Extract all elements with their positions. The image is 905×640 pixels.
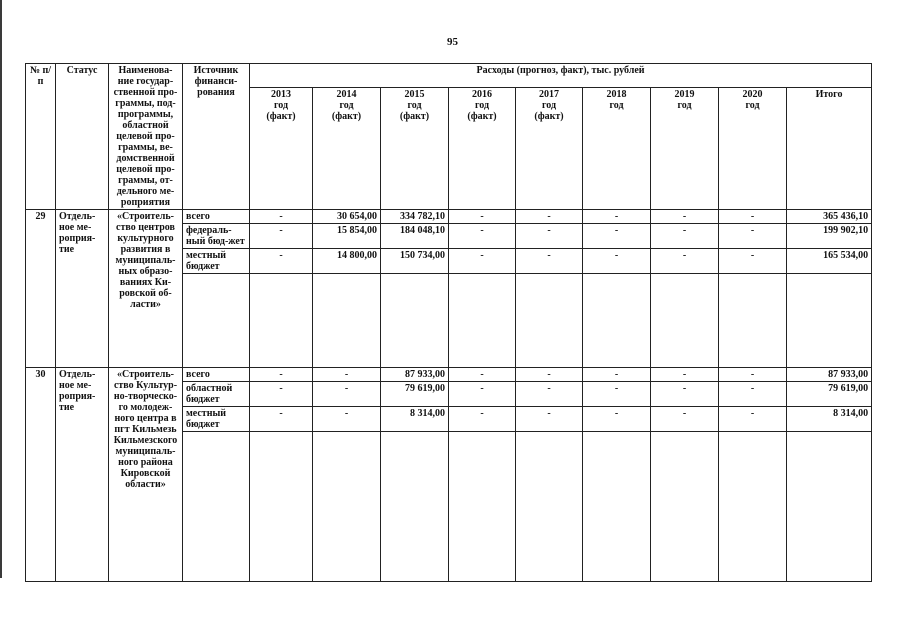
header-total: Итого <box>787 88 872 210</box>
table-row <box>26 368 872 382</box>
value-cell: - <box>583 407 651 432</box>
total-cell: 79 619,00 <box>787 382 872 407</box>
page-number: 95 <box>447 36 458 48</box>
total-cell: 165 534,00 <box>787 249 872 274</box>
header-expenses: Расходы (прогноз, факт), тыс. рублей <box>250 64 872 88</box>
total-cell: 365 436,10 <box>787 210 872 224</box>
page-left-edge <box>0 0 2 578</box>
header-year: 2016 год (факт) <box>449 88 516 210</box>
total-cell: 87 933,00 <box>787 368 872 382</box>
value-cell: - <box>449 382 516 407</box>
source-label: всего <box>183 368 250 382</box>
value-cell: - <box>651 224 719 249</box>
value-cell: - <box>250 224 313 249</box>
header-year: 2015 год (факт) <box>381 88 449 210</box>
header-year: 2014 год (факт) <box>313 88 381 210</box>
value-cell: 150 734,00 <box>381 249 449 274</box>
value-cell: - <box>583 210 651 224</box>
value-cell: - <box>651 368 719 382</box>
total-cell: 8 314,00 <box>787 407 872 432</box>
value-cell: - <box>516 407 583 432</box>
value-cell: - <box>516 210 583 224</box>
source-label: местный бюджет <box>183 407 250 432</box>
value-cell: - <box>651 382 719 407</box>
value-cell: - <box>583 249 651 274</box>
header-year: 2017 год (факт) <box>516 88 583 210</box>
value-cell: - <box>651 210 719 224</box>
value-cell: - <box>250 210 313 224</box>
value-cell: - <box>313 382 381 407</box>
value-cell: - <box>719 407 787 432</box>
value-cell: - <box>516 249 583 274</box>
value-cell: - <box>516 368 583 382</box>
value-cell: - <box>449 249 516 274</box>
value-cell: - <box>719 210 787 224</box>
value-cell: - <box>719 224 787 249</box>
row-status: Отдель-ное ме-роприя-тие <box>56 210 109 368</box>
header-year: 2013 год (факт) <box>250 88 313 210</box>
value-cell: - <box>719 382 787 407</box>
header-num: № п/п <box>26 64 56 210</box>
header-program-name: Наименова-ние государ-ственной про-граммы, под-программы, областной целевой про-граммы, ве-домственной целевой про-граммы, от-дельного ме-роприятия <box>109 64 183 210</box>
table-row <box>26 210 872 224</box>
value-cell: 8 314,00 <box>381 407 449 432</box>
header-row-top <box>26 64 872 88</box>
header-status: Статус <box>56 64 109 210</box>
value-cell: - <box>250 368 313 382</box>
value-cell: - <box>583 224 651 249</box>
value-cell: - <box>516 224 583 249</box>
value-cell: 15 854,00 <box>313 224 381 249</box>
value-cell: - <box>449 368 516 382</box>
value-cell: - <box>583 368 651 382</box>
row-program-name: «Строитель-ство Культур-но-творческо-го молодеж-ного центра в пгт Кильмезь Кильмезского муниципаль-ного района Кировской области» <box>109 368 183 582</box>
value-cell: - <box>651 407 719 432</box>
header-year: 2018 год <box>583 88 651 210</box>
value-cell: - <box>449 224 516 249</box>
source-label: федераль-ный бюд-жет <box>183 224 250 249</box>
value-cell: - <box>651 249 719 274</box>
header-funding-source: Источник финанси-рования <box>183 64 250 210</box>
source-label: областной бюджет <box>183 382 250 407</box>
row-status: Отдель-ное ме-роприя-тие <box>56 368 109 582</box>
value-cell: 184 048,10 <box>381 224 449 249</box>
value-cell: 30 654,00 <box>313 210 381 224</box>
row-program-name: «Строитель-ство центров культурного развития в муниципаль-ных образо-ваниях Ки-ровской об-ласти» <box>109 210 183 368</box>
header-year: 2020 год <box>719 88 787 210</box>
value-cell: - <box>250 407 313 432</box>
row-number: 30 <box>26 368 56 582</box>
value-cell: - <box>313 368 381 382</box>
value-cell: - <box>719 368 787 382</box>
value-cell: 334 782,10 <box>381 210 449 224</box>
value-cell: - <box>449 210 516 224</box>
source-label: местный бюджет <box>183 249 250 274</box>
value-cell: - <box>250 382 313 407</box>
value-cell: 79 619,00 <box>381 382 449 407</box>
value-cell: - <box>583 382 651 407</box>
value-cell: - <box>516 382 583 407</box>
source-label: всего <box>183 210 250 224</box>
value-cell: - <box>719 249 787 274</box>
value-cell: 87 933,00 <box>381 368 449 382</box>
value-cell: - <box>449 407 516 432</box>
value-cell: - <box>313 407 381 432</box>
total-cell: 199 902,10 <box>787 224 872 249</box>
expenses-table <box>25 63 872 582</box>
header-year: 2019 год <box>651 88 719 210</box>
value-cell: - <box>250 249 313 274</box>
value-cell: 14 800,00 <box>313 249 381 274</box>
row-number: 29 <box>26 210 56 368</box>
